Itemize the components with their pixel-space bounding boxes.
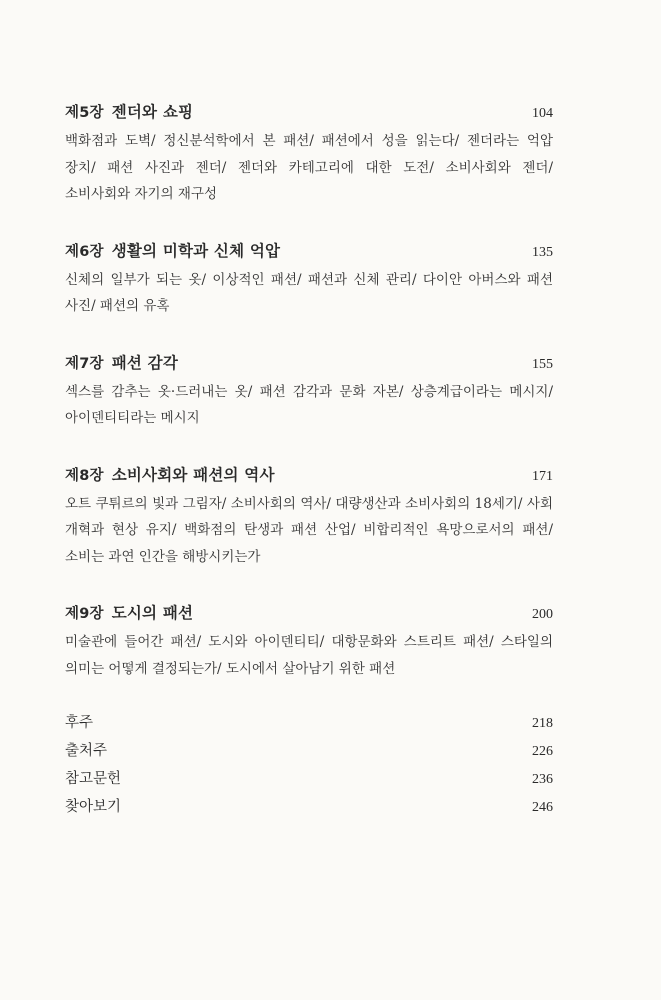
chapter-heading xyxy=(65,235,553,267)
chapter-name: 젠더와 쇼핑 xyxy=(111,102,194,121)
chapter-sections: 미술관에 들어간 패션/ 도시와 아이덴티티/ 대항문화와 스트리트 패션/ 스타일의 의미는 어떻게 결정되는가/ 도시에서 살아남기 위한 패션 xyxy=(65,634,553,677)
chapter-number: 제6장 xyxy=(65,243,104,260)
chapter-name: 도시의 패션 xyxy=(111,603,194,622)
toc-chapter-9 xyxy=(65,597,553,682)
back-matter-title: 출처주 xyxy=(65,743,108,759)
chapter-page-number: 104 xyxy=(532,106,553,121)
toc-chapter-6 xyxy=(65,235,553,320)
chapter-number: 제5장 xyxy=(65,105,104,121)
back-matter-list xyxy=(65,709,553,821)
back-matter-page-number: 246 xyxy=(532,800,553,815)
chapter-heading xyxy=(65,96,553,128)
back-matter-item-index xyxy=(65,793,553,821)
chapter-title xyxy=(65,347,178,380)
chapter-heading xyxy=(65,459,553,491)
chapter-name: 소비사회와 패션의 역사 xyxy=(111,464,275,484)
back-matter-item-notes xyxy=(65,709,553,737)
back-matter-item-sources xyxy=(65,737,553,765)
chapter-number: 제9장 xyxy=(65,606,104,622)
back-matter-item-bibliography xyxy=(65,765,553,793)
chapter-number: 제8장 xyxy=(65,467,104,484)
chapter-heading xyxy=(65,347,553,379)
chapter-number: 제7장 xyxy=(65,355,104,372)
chapter-sections: 섹스를 감추는 옷·드러내는 옷/ 패션 감각과 문화 자본/ 상층계급이라는 메시지/ 아이덴티티라는 메시지 xyxy=(65,383,553,426)
chapter-sections: 오트 쿠튀르의 빛과 그림자/ 소비사회의 역사/ 대량생산과 소비사회의 18세기/ 사회 개혁과 현상 유지/ 백화점의 탄생과 패션 산업/ 비합리적인 욕망으로서의 패션/ 소비는 과연 인간을 해방시키는가 xyxy=(65,495,553,565)
chapter-sections: 백화점과 도벽/ 정신분석학에서 본 패션/ 패션에서 성을 읽는다/ 젠더라는 억압 장치/ 패션 사진과 젠더/ 젠더와 카테고리에 대한 도전/ 소비사회와 젠더/ 소비사회와 자기의 재구성 xyxy=(65,133,553,202)
back-matter-page-number: 218 xyxy=(532,716,553,731)
chapter-title xyxy=(65,235,280,268)
toc-chapter-7 xyxy=(65,347,553,432)
chapter-name: 패션 감각 xyxy=(111,352,178,372)
chapter-heading xyxy=(65,597,553,629)
back-matter-title: 찾아보기 xyxy=(65,799,122,815)
toc-chapter-8 xyxy=(65,459,553,571)
chapter-page-number: 171 xyxy=(532,468,553,484)
chapter-title xyxy=(65,459,275,492)
chapter-page-number: 155 xyxy=(532,356,553,372)
toc-chapter-5 xyxy=(65,96,553,208)
chapter-title xyxy=(65,96,193,129)
chapter-page-number: 200 xyxy=(532,607,553,622)
chapter-title xyxy=(65,597,193,630)
back-matter-title: 후주 xyxy=(65,715,94,731)
chapter-sections: 신체의 일부가 되는 옷/ 이상적인 패션/ 패션과 신체 관리/ 다이안 아버스와 패션 사진/ 패션의 유혹 xyxy=(65,271,553,314)
back-matter-page-number: 226 xyxy=(532,744,553,759)
chapter-page-number: 135 xyxy=(532,244,553,260)
chapter-name: 생활의 미학과 신체 억압 xyxy=(111,240,281,260)
table-of-contents xyxy=(65,96,553,821)
back-matter-title: 참고문헌 xyxy=(65,771,122,787)
back-matter-page-number: 236 xyxy=(532,772,553,787)
